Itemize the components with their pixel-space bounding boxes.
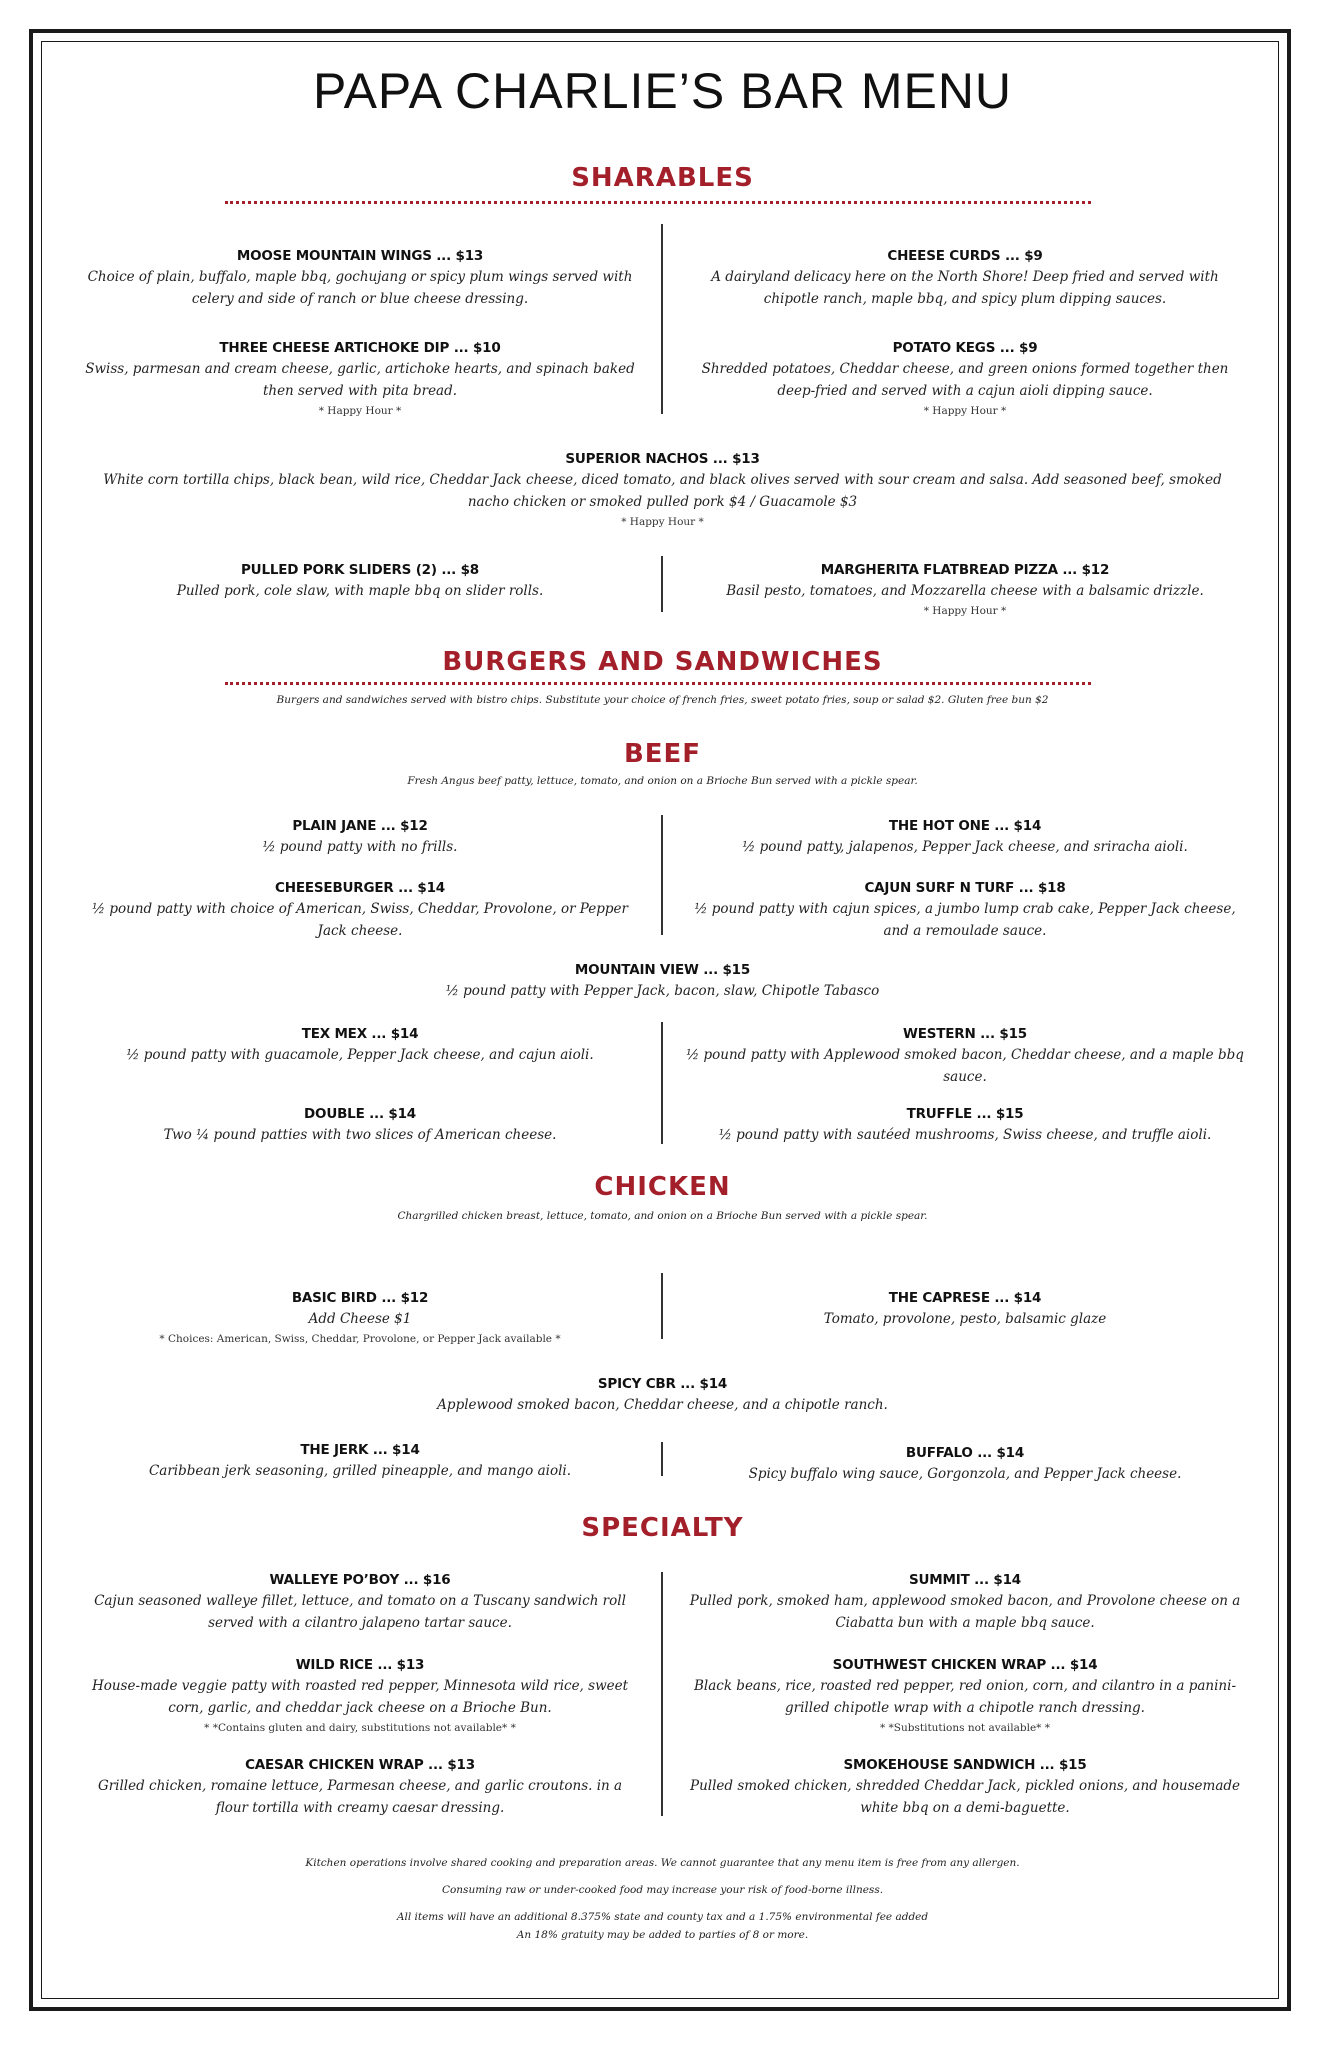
menu-item xyxy=(80,1024,640,1066)
column-divider xyxy=(661,1442,663,1476)
column-divider xyxy=(661,815,663,935)
item-name: WILD RICE ... $13 xyxy=(295,1657,425,1673)
menu-item xyxy=(685,1024,1245,1088)
item-description: ½ pound patty with Pepper Jack, bacon, slaw, Chipotle Tabasco xyxy=(445,983,880,999)
section-heading-chicken: CHICKEN xyxy=(594,1172,731,1202)
item-description: Caribbean jerk seasoning, grilled pineapple, and mango aioli. xyxy=(148,1463,572,1479)
item-name: THREE CHEESE ARTICHOKE DIP ... $10 xyxy=(219,340,501,356)
item-description: Tomato, provolone, pesto, balsamic glaze xyxy=(823,1311,1107,1327)
menu-item xyxy=(80,338,640,420)
item-description: Two ¼ pound patties with two slices of American cheese. xyxy=(163,1127,557,1143)
item-description: Basil pesto, tomatoes, and Mozzarella cheese with a balsamic drizzle. xyxy=(726,583,1204,599)
menu-item xyxy=(80,1755,640,1819)
menu-item xyxy=(685,1443,1245,1485)
happy-hour-note: * Happy Hour * xyxy=(621,516,704,528)
tax-notice: All items will have an additional 8.375% state and county tax and a 1.75% environmental fee added xyxy=(396,1911,929,1923)
item-description: Pulled pork, smoked ham, applewood smoked bacon, and Provolone cheese on a Ciabatta bun with a maple bbq sauce. xyxy=(689,1593,1241,1631)
menu-title: PAPA CHARLIE’S BAR MENU xyxy=(312,63,1013,119)
item-name: SUMMIT ... $14 xyxy=(909,1572,1021,1588)
allergen-notice: Kitchen operations involve shared cooking and preparation areas. We cannot guarantee that any menu item is free from any allergen. xyxy=(305,1857,1020,1869)
item-description: Swiss, parmesan and cream cheese, garlic, artichoke hearts, and spinach baked then served with pita bread. xyxy=(85,361,635,399)
column-divider xyxy=(661,1572,663,1816)
item-name: BUFFALO ... $14 xyxy=(905,1445,1025,1461)
item-description: ½ pound patty with sautéed mushrooms, Swiss cheese, and truffle aioli. xyxy=(718,1127,1212,1143)
item-description: Add Cheese $1 xyxy=(308,1311,412,1327)
menu-item xyxy=(80,1570,640,1634)
happy-hour-note: * Happy Hour * xyxy=(923,405,1007,417)
menu-item xyxy=(90,1374,1235,1416)
item-name: POTATO KEGS ... $9 xyxy=(892,340,1038,356)
item-name: MOUNTAIN VIEW ... $15 xyxy=(574,962,751,978)
menu-item xyxy=(80,1440,640,1482)
item-name: WESTERN ... $15 xyxy=(903,1026,1027,1042)
beef-subtext: Fresh Angus beef patty, lettuce, tomato, and onion on a Brioche Bun served with a pickle spear. xyxy=(407,775,918,787)
item-name: TEX MEX ... $14 xyxy=(301,1026,419,1042)
dotted-divider xyxy=(225,201,1091,204)
menu-item xyxy=(80,816,640,858)
item-name: THE JERK ... $14 xyxy=(300,1442,420,1458)
raw-food-notice: Consuming raw or under-cooked food may increase your risk of food-borne illness. xyxy=(441,1884,884,1896)
item-name: MARGHERITA FLATBREAD PIZZA ... $12 xyxy=(820,562,1110,578)
item-description: ½ pound patty with choice of American, Swiss, Cheddar, Provolone, or Pepper Jack cheese. xyxy=(91,901,629,939)
menu-item xyxy=(685,1755,1245,1819)
item-description: Cajun seasoned walleye fillet, lettuce, and tomato on a Tuscany sandwich roll served with a cilantro jalapeno tartar sauce. xyxy=(94,1593,626,1631)
menu-item xyxy=(685,1570,1245,1634)
menu-item xyxy=(80,1104,640,1146)
item-name: SMOKEHOUSE SANDWICH ... $15 xyxy=(843,1757,1087,1773)
item-description: Pulled smoked chicken, shredded Cheddar Jack, pickled onions, and housemade white bbq on a demi-baguette. xyxy=(689,1778,1241,1816)
happy-hour-note: * Happy Hour * xyxy=(923,605,1007,617)
item-name: THE CAPRESE ... $14 xyxy=(888,1290,1042,1306)
gratuity-notice: An 18% gratuity may be added to parties of 8 or more. xyxy=(516,1929,809,1941)
item-name: SUPERIOR NACHOS ... $13 xyxy=(565,451,760,467)
column-divider xyxy=(661,556,663,612)
item-description: A dairyland delicacy here on the North Shore! Deep fried and served with chipotle ranch, maple bbq, and spicy plum dipping sauces. xyxy=(711,269,1219,307)
menu-item xyxy=(80,1655,640,1737)
item-note: * Choices: American, Swiss, Cheddar, Provolone, or Pepper Jack available * xyxy=(159,1333,561,1345)
burgers-subtext: Burgers and sandwiches served with bistro chips. Substitute your choice of french fries, sweet potato fries, soup or salad $2. Gluten free bun $2 xyxy=(276,694,1049,706)
menu-item xyxy=(685,878,1245,942)
column-divider xyxy=(661,1022,663,1144)
item-description: Choice of plain, buffalo, maple bbq, gochujang or spicy plum wings served with celery and side of ranch or blue cheese dressing. xyxy=(87,269,633,307)
menu-item xyxy=(80,246,640,310)
item-name: DOUBLE ... $14 xyxy=(304,1106,416,1122)
section-heading-specialty: SPECIALTY xyxy=(581,1513,744,1543)
menu-item xyxy=(80,560,640,602)
item-description: ½ pound patty with cajun spices, a jumbo lump crab cake, Pepper Jack cheese, and a remoulade sauce. xyxy=(694,901,1236,939)
menu-item xyxy=(685,1104,1245,1146)
item-description: Applewood smoked bacon, Cheddar cheese, and a chipotle ranch. xyxy=(437,1397,888,1413)
menu-item xyxy=(80,1288,640,1348)
item-name: PULLED PORK SLIDERS (2) ... $8 xyxy=(240,562,479,578)
item-name: WALLEYE PO’BOY ... $16 xyxy=(269,1572,451,1588)
item-note: * *Substitutions not available* * xyxy=(879,1722,1051,1734)
item-description: ½ pound patty with no frills. xyxy=(262,839,458,855)
menu-item xyxy=(685,338,1245,420)
item-description: Shredded potatoes, Cheddar cheese, and green onions formed together then deep-fried and served with a cajun aioli dipping sauce. xyxy=(701,361,1229,399)
item-name: THE HOT ONE ... $14 xyxy=(888,818,1042,834)
section-heading-burgers: BURGERS AND SANDWICHES xyxy=(442,647,883,677)
item-description: Pulled pork, cole slaw, with maple bbq on slider rolls. xyxy=(176,583,544,599)
menu-item xyxy=(685,1655,1245,1737)
item-description: ½ pound patty with guacamole, Pepper Jack cheese, and cajun aioli. xyxy=(126,1047,594,1063)
section-heading-sharables: SHARABLES xyxy=(571,163,754,193)
item-name: CHEESEBURGER ... $14 xyxy=(275,880,445,896)
item-name: CAESAR CHICKEN WRAP ... $13 xyxy=(245,1757,475,1773)
item-name: SPICY CBR ... $14 xyxy=(597,1376,728,1392)
item-description: Grilled chicken, romaine lettuce, Parmesan cheese, and garlic croutons. in a flour tortilla with creamy caesar dressing. xyxy=(97,1778,623,1816)
item-name: BASIC BIRD ... $12 xyxy=(291,1290,429,1306)
column-divider xyxy=(661,1273,663,1339)
item-name: PLAIN JANE ... $12 xyxy=(292,818,428,834)
menu-item xyxy=(685,560,1245,620)
item-name: MOOSE MOUNTAIN WINGS ... $13 xyxy=(236,248,484,264)
item-description: Black beans, rice, roasted red pepper, red onion, corn, and cilantro in a panini-grilled chipotle wrap with a chipotle ranch dressing. xyxy=(693,1678,1237,1716)
happy-hour-note: * Happy Hour * xyxy=(318,405,402,417)
item-name: CHEESE CURDS ... $9 xyxy=(887,248,1043,264)
item-name: SOUTHWEST CHICKEN WRAP ... $14 xyxy=(832,1657,1098,1673)
menu-item xyxy=(90,449,1235,531)
item-name: TRUFFLE ... $15 xyxy=(906,1106,1024,1122)
menu-item xyxy=(685,246,1245,310)
item-name: CAJUN SURF N TURF ... $18 xyxy=(864,880,1066,896)
item-description: ½ pound patty with Applewood smoked bacon, Cheddar cheese, and a maple bbq sauce. xyxy=(686,1047,1244,1085)
item-description: Spicy buffalo wing sauce, Gorgonzola, and Pepper Jack cheese. xyxy=(748,1466,1182,1482)
menu-item xyxy=(80,878,640,942)
section-heading-beef: BEEF xyxy=(623,739,702,769)
column-divider xyxy=(661,224,663,414)
menu-item xyxy=(90,960,1235,1002)
chicken-subtext: Chargrilled chicken breast, lettuce, tomato, and onion on a Brioche Bun served with a pickle spear. xyxy=(397,1210,928,1222)
item-description: House-made veggie patty with roasted red pepper, Minnesota wild rice, sweet corn, garlic, and cheddar jack cheese on a Brioche Bun. xyxy=(91,1678,629,1716)
item-note: * *Contains gluten and dairy, substitutions not available* * xyxy=(204,1722,516,1734)
menu-item xyxy=(685,816,1245,858)
item-description: ½ pound patty, jalapenos, Pepper Jack cheese, and sriracha aioli. xyxy=(742,839,1188,855)
menu-item xyxy=(685,1288,1245,1330)
dotted-divider xyxy=(225,682,1091,685)
item-description: White corn tortilla chips, black bean, wild rice, Cheddar Jack cheese, diced tomato, and black olives served with sour cream and salsa. Add seasoned beef, smoked nacho chicken or smoked pulled pork $4 / Guacamole $3 xyxy=(103,472,1222,510)
